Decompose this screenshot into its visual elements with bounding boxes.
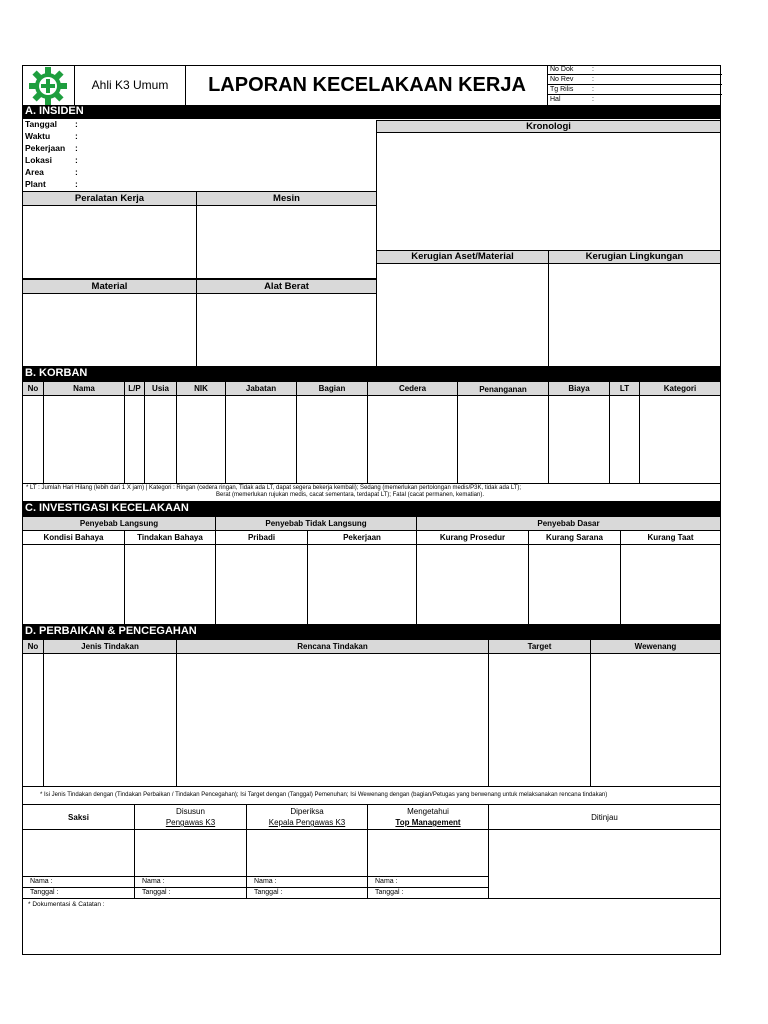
mengetahui-head (368, 805, 488, 830)
divider (22, 876, 489, 877)
field-colon: : (75, 131, 78, 141)
mesin-box (196, 205, 377, 279)
field-colon: : (75, 143, 78, 153)
doc-field-norev: No Rev : (548, 75, 722, 85)
table-cell (22, 544, 125, 625)
table-cell (528, 544, 621, 625)
kerugian-aset-box (376, 263, 549, 367)
table-cell (416, 544, 529, 625)
col-header: Kurang Sarana (528, 530, 621, 545)
col-header: Kurang Prosedur (416, 530, 529, 545)
logo-cell (22, 65, 74, 105)
doc-field-hal: Hal : (550, 96, 594, 103)
diperiksa-head (247, 805, 367, 830)
table-cell (296, 395, 368, 484)
kerugian-lingkungan-box (548, 263, 721, 367)
col-header: Tindakan Bahaya (124, 530, 216, 545)
saksi-tanggal: Tanggal : (30, 889, 59, 896)
doc-info-table (547, 65, 721, 105)
disusun-nama: Nama : (142, 878, 165, 885)
k3-gear-cross-icon (28, 66, 68, 106)
field-colon: : (75, 167, 78, 177)
diperiksa-nama: Nama : (254, 878, 277, 885)
table-cell (215, 544, 308, 625)
incident-fields (22, 119, 376, 191)
field-pekerjaan-label: Pekerjaan (25, 143, 66, 153)
field-lokasi-label: Lokasi (25, 155, 52, 165)
col-header: Wewenang (590, 639, 721, 654)
table-cell (609, 395, 640, 484)
table-cell (176, 653, 489, 787)
ditinjau-box (488, 804, 721, 899)
section-d-title: D. PERBAIKAN & PENCEGAHAN (22, 624, 721, 639)
page-title: LAPORAN KECELAKAAN KERJA (208, 74, 526, 96)
col-header: Penanganan (457, 381, 549, 396)
col-header: NIK (176, 381, 226, 396)
field-colon: : (75, 119, 78, 129)
table-cell (43, 395, 125, 484)
field-colon: : (75, 179, 78, 189)
table-cell (639, 395, 721, 484)
material-header: Material (22, 279, 197, 294)
group-header: Penyebab Tidak Langsung (215, 516, 417, 531)
table-cell (620, 544, 721, 625)
col-header: Bagian (296, 381, 368, 396)
disusun-head (135, 805, 246, 830)
divider (22, 887, 489, 888)
col-header: Jenis Tindakan (43, 639, 177, 654)
mengetahui-role: Top Management (395, 818, 461, 827)
table-cell (225, 395, 297, 484)
col-header: Nama (43, 381, 125, 396)
alat-berat-box (196, 293, 377, 367)
section-c-title: C. INVESTIGASI KECELAKAAN (22, 501, 721, 516)
col-header: Pribadi (215, 530, 308, 545)
field-area-label: Area (25, 167, 44, 177)
alat-berat-header: Alat Berat (196, 279, 377, 294)
col-header: Jabatan (225, 381, 297, 396)
doc-field-tgrilis: Tg Rilis : (548, 85, 722, 95)
kerugian-aset-header: Kerugian Aset/Material (376, 250, 549, 264)
section-b-title: B. KORBAN (22, 366, 721, 381)
korban-note-1: * LT : Jumlah Hari Hilang (lebih dari 1 X jam) | Kategori : Ringan (cedera ringan, Tidak ada LT, dapat segera bekerja kembali); Sedang (memerlukan pertolongan medis/P3K, tidak ada LT); (26, 485, 522, 491)
col-header: Kondisi Bahaya (22, 530, 125, 545)
col-header: L/P (124, 381, 145, 396)
dokumentasi-note: * Dokumentasi & Catatan : (28, 901, 105, 908)
mengetahui-tanggal: Tanggal : (375, 889, 404, 896)
table-cell (488, 653, 591, 787)
table-cell (307, 544, 417, 625)
table-cell (124, 395, 145, 484)
group-header: Penyebab Dasar (416, 516, 721, 531)
table-cell (457, 395, 549, 484)
field-plant-label: Plant (25, 179, 46, 189)
diperiksa-role: Kepala Pengawas K3 (268, 818, 346, 827)
saksi-label: Saksi (23, 805, 134, 830)
table-cell (548, 395, 610, 484)
korban-note-2: Berat (memerlukan rujukan medis, cacat sementara, terdapat LT); Fatal (cacat permanen, kematian). (216, 492, 485, 498)
perbaikan-note: * Isi Jenis Tindakan dengan (Tindakan Perbaikan / Tindakan Pencegahan); Isi Target dengan (Tanggal) Pemenuhan; Isi Wewenang dengan (bagian/Petugas yang berwenang untuk melaksanakan rencana tindakan) (40, 792, 608, 798)
group-header: Penyebab Langsung (22, 516, 216, 531)
table-cell (22, 395, 44, 484)
col-header: Target (488, 639, 591, 654)
peralatan-kerja-header: Peralatan Kerja (22, 191, 197, 206)
mengetahui-label: Mengetahui (407, 807, 449, 816)
col-header: Rencana Tindakan (176, 639, 489, 654)
col-header: Kurang Taat (620, 530, 721, 545)
field-colon: : (75, 155, 78, 165)
col-header: Pekerjaan (307, 530, 417, 545)
col-header: LT (609, 381, 640, 396)
peralatan-kerja-box (22, 205, 197, 279)
col-header: Biaya (548, 381, 610, 396)
col-header: Usia (144, 381, 177, 396)
doc-field-nodok: No Dok : (548, 65, 722, 75)
kerugian-lingkungan-header: Kerugian Lingkungan (548, 250, 721, 264)
col-header: No (22, 639, 44, 654)
table-cell (43, 653, 177, 787)
field-waktu-label: Waktu (25, 131, 51, 141)
table-cell (124, 544, 216, 625)
table-cell (590, 653, 721, 787)
korban-table (22, 381, 721, 484)
table-cell (22, 653, 44, 787)
mengetahui-nama: Nama : (375, 878, 398, 885)
saksi-nama: Nama : (30, 878, 53, 885)
col-header: Kategori (639, 381, 721, 396)
col-header: Cedera (367, 381, 458, 396)
mesin-header: Mesin (196, 191, 377, 206)
col-header: No (22, 381, 44, 396)
disusun-label: Disusun (176, 807, 205, 816)
disusun-role: Pengawas K3 (165, 818, 216, 827)
field-tanggal-label: Tanggal (25, 119, 57, 129)
diperiksa-label: Diperiksa (290, 807, 324, 816)
logo-label: Ahli K3 Umum (74, 65, 186, 105)
table-cell (176, 395, 226, 484)
material-box (22, 293, 197, 367)
disusun-tanggal: Tanggal : (142, 889, 171, 896)
table-cell (144, 395, 177, 484)
ditinjau-label: Ditinjau (489, 805, 720, 830)
section-a-title: A. INSIDEN (22, 105, 721, 119)
kronologi-header: Kronologi (376, 120, 721, 133)
table-cell (367, 395, 458, 484)
diperiksa-tanggal: Tanggal : (254, 889, 283, 896)
